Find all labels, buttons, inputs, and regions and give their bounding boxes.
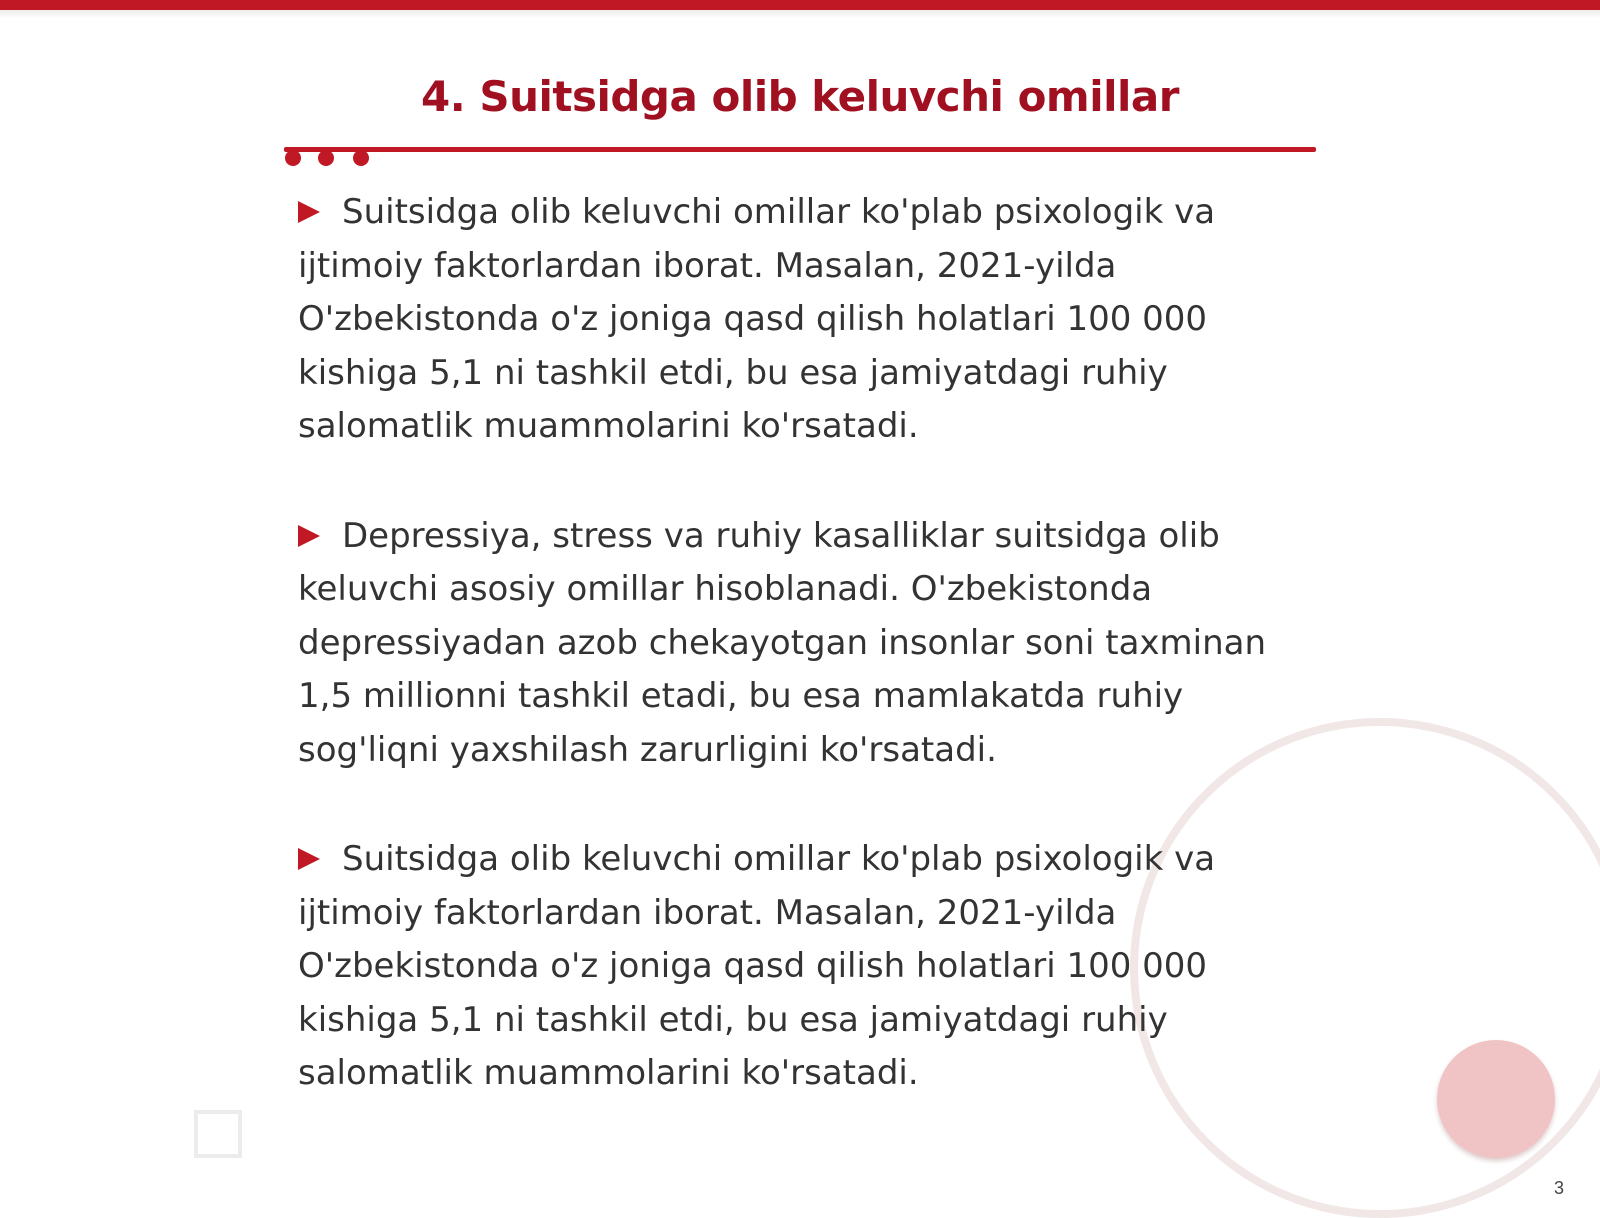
underline-dot [285,150,301,166]
bullet-item [298,186,1298,454]
decorative-square [194,1110,242,1158]
decorative-circle [1437,1040,1555,1158]
top-accent-bar [0,0,1600,10]
triangle-right-icon [298,525,320,547]
bullet-item [298,833,1298,1101]
slide-body [298,186,1298,1157]
bullet-text: Suitsidga olib keluvchi omillar ko'plab psixologik va ijtimoiy faktorlardan iborat. Masalan, 2021-yilda O'zbekistonda o'z joniga qasd qilish holatlari 100 000 kishiga 5,1 ni tashkil etdi, bu esa jamiyatdagi ruhiy salomatlik muammolarini ko'rsatadi. [298,192,1216,446]
bullet-text: Depressiya, stress va ruhiy kasalliklar suitsidga olib keluvchi asosiy omillar hisoblanadi. O'zbekistonda depressiyadan azob chekayotgan insonlar soni taxminan 1,5 millionni tashkil etadi, bu esa mamlakatda ruhiy sog'liqni yaxshilash zarurligini ko'rsatadi. [298,515,1267,770]
underline-dot [353,150,369,166]
underline-dot [318,150,334,166]
page-number: 3 [1554,1178,1565,1198]
top-bar-shadow [0,10,1600,18]
bullet-item [298,510,1298,778]
bullet-text: Suitsidga olib keluvchi omillar ko'plab psixologik va ijtimoiy faktorlardan iborat. Masalan, 2021-yilda O'zbekistonda o'z joniga qasd qilish holatlari 100 000 kishiga 5,1 ni tashkil etdi, bu esa jamiyatdagi ruhiy salomatlik muammolarini ko'rsatadi. [298,839,1216,1093]
triangle-right-icon [298,848,320,870]
slide-title: 4. Suitsidga olib keluvchi omillar [421,72,1179,121]
title-underline [284,147,1316,152]
triangle-right-icon [298,201,320,223]
